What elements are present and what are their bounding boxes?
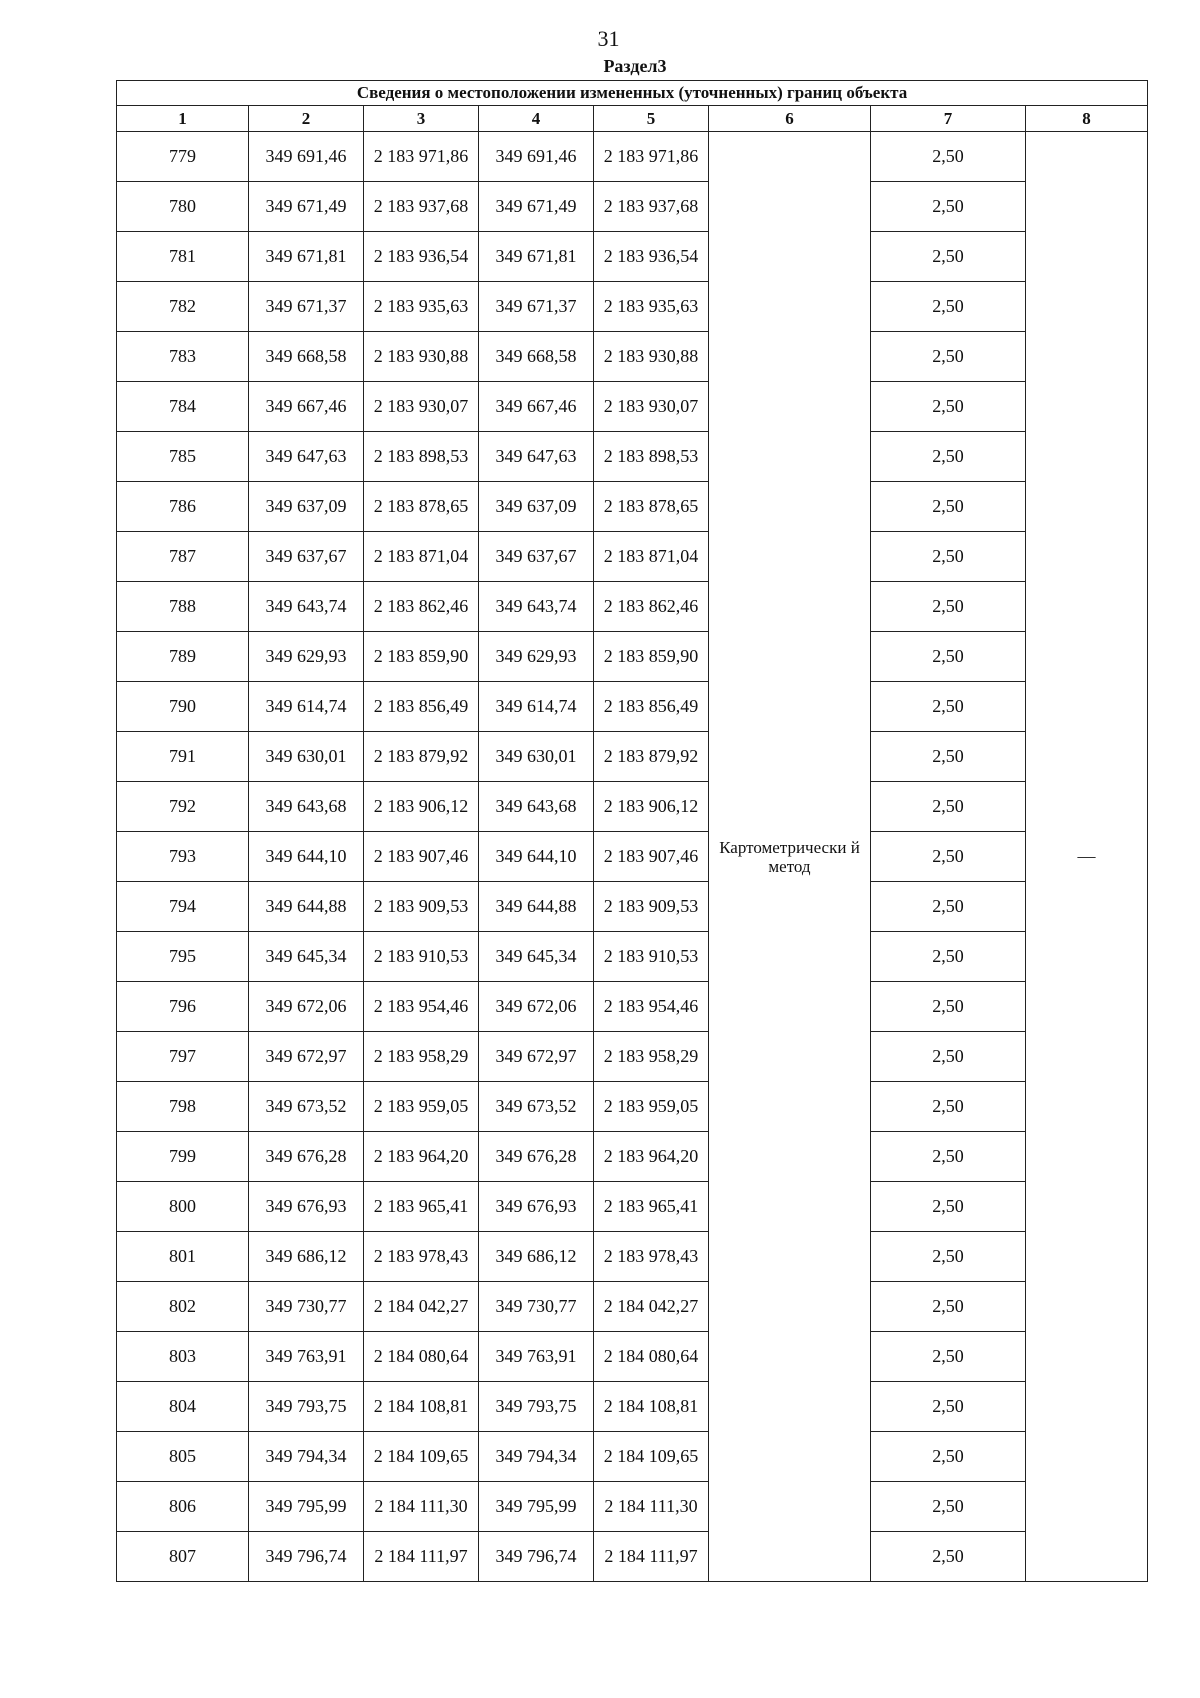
cell-y1: 2 184 108,81 xyxy=(364,1382,479,1432)
cell-x2: 349 794,34 xyxy=(479,1432,594,1482)
cell-y1: 2 184 111,97 xyxy=(364,1532,479,1582)
cell-x1: 349 643,68 xyxy=(249,782,364,832)
cell-y2: 2 183 878,65 xyxy=(594,482,709,532)
cell-x2: 349 691,46 xyxy=(479,132,594,182)
table-row xyxy=(117,1132,1148,1182)
table-row xyxy=(117,482,1148,532)
cell-x1: 349 614,74 xyxy=(249,682,364,732)
cell-x1: 349 644,88 xyxy=(249,882,364,932)
cell-x1: 349 763,91 xyxy=(249,1332,364,1382)
method-cell: Картометрически й метод xyxy=(709,132,871,1582)
table-caption: Сведения о местоположении измененных (уточненных) границ объекта xyxy=(117,81,1148,106)
cell-y2: 2 184 080,64 xyxy=(594,1332,709,1382)
table-row xyxy=(117,182,1148,232)
table-row xyxy=(117,882,1148,932)
table-row xyxy=(117,382,1148,432)
table-row xyxy=(117,732,1148,782)
cell-x1: 349 730,77 xyxy=(249,1282,364,1332)
boundary-coordinates-table xyxy=(116,80,1148,1582)
cell-precision: 2,50 xyxy=(871,1182,1026,1232)
cell-y2: 2 183 930,88 xyxy=(594,332,709,382)
table-row xyxy=(117,1482,1148,1532)
table-row xyxy=(117,832,1148,882)
cell-x1: 349 647,63 xyxy=(249,432,364,482)
cell-point: 782 xyxy=(117,282,249,332)
cell-y2: 2 184 108,81 xyxy=(594,1382,709,1432)
cell-x2: 349 630,01 xyxy=(479,732,594,782)
cell-point: 781 xyxy=(117,232,249,282)
cell-x2: 349 795,99 xyxy=(479,1482,594,1532)
cell-point: 797 xyxy=(117,1032,249,1082)
cell-x2: 349 672,97 xyxy=(479,1032,594,1082)
cell-x2: 349 671,49 xyxy=(479,182,594,232)
table-row xyxy=(117,582,1148,632)
cell-point: 805 xyxy=(117,1432,249,1482)
cell-point: 807 xyxy=(117,1532,249,1582)
cell-precision: 2,50 xyxy=(871,382,1026,432)
cell-y2: 2 183 935,63 xyxy=(594,282,709,332)
cell-precision: 2,50 xyxy=(871,282,1026,332)
cell-precision: 2,50 xyxy=(871,732,1026,782)
cell-x1: 349 671,37 xyxy=(249,282,364,332)
cell-y2: 2 183 862,46 xyxy=(594,582,709,632)
cell-point: 780 xyxy=(117,182,249,232)
cell-precision: 2,50 xyxy=(871,232,1026,282)
cell-precision: 2,50 xyxy=(871,832,1026,882)
cell-y1: 2 183 898,53 xyxy=(364,432,479,482)
cell-x1: 349 671,81 xyxy=(249,232,364,282)
cell-y1: 2 183 964,20 xyxy=(364,1132,479,1182)
cell-precision: 2,50 xyxy=(871,1032,1026,1082)
cell-x2: 349 686,12 xyxy=(479,1232,594,1282)
cell-precision: 2,50 xyxy=(871,982,1026,1032)
cell-x2: 349 643,74 xyxy=(479,582,594,632)
cell-x1: 349 667,46 xyxy=(249,382,364,432)
cell-y2: 2 183 964,20 xyxy=(594,1132,709,1182)
cell-y2: 2 183 907,46 xyxy=(594,832,709,882)
cell-x2: 349 667,46 xyxy=(479,382,594,432)
cell-y2: 2 183 871,04 xyxy=(594,532,709,582)
cell-y2: 2 183 856,49 xyxy=(594,682,709,732)
cell-x1: 349 673,52 xyxy=(249,1082,364,1132)
table-row xyxy=(117,1032,1148,1082)
cell-y2: 2 183 898,53 xyxy=(594,432,709,482)
cell-y2: 2 183 965,41 xyxy=(594,1182,709,1232)
column-numbers-row xyxy=(117,106,1148,132)
cell-point: 799 xyxy=(117,1132,249,1182)
table-body xyxy=(117,132,1148,1582)
cell-y1: 2 183 930,07 xyxy=(364,382,479,432)
cell-y1: 2 183 907,46 xyxy=(364,832,479,882)
cell-point: 800 xyxy=(117,1182,249,1232)
cell-y1: 2 183 878,65 xyxy=(364,482,479,532)
cell-x2: 349 793,75 xyxy=(479,1382,594,1432)
cell-y1: 2 183 958,29 xyxy=(364,1032,479,1082)
cell-y2: 2 183 859,90 xyxy=(594,632,709,682)
cell-x1: 349 691,46 xyxy=(249,132,364,182)
cell-point: 795 xyxy=(117,932,249,982)
cell-y2: 2 183 909,53 xyxy=(594,882,709,932)
cell-x2: 349 676,28 xyxy=(479,1132,594,1182)
cell-y1: 2 183 930,88 xyxy=(364,332,479,382)
cell-precision: 2,50 xyxy=(871,782,1026,832)
table-row xyxy=(117,782,1148,832)
cell-x1: 349 637,67 xyxy=(249,532,364,582)
cell-x2: 349 730,77 xyxy=(479,1282,594,1332)
cell-point: 803 xyxy=(117,1332,249,1382)
cell-x1: 349 671,49 xyxy=(249,182,364,232)
cell-precision: 2,50 xyxy=(871,582,1026,632)
cell-point: 790 xyxy=(117,682,249,732)
cell-y2: 2 183 954,46 xyxy=(594,982,709,1032)
cell-point: 794 xyxy=(117,882,249,932)
column-number-2: 2 xyxy=(249,106,364,132)
cell-y1: 2 184 080,64 xyxy=(364,1332,479,1382)
table-row xyxy=(117,632,1148,682)
cell-x2: 349 614,74 xyxy=(479,682,594,732)
cell-y1: 2 184 042,27 xyxy=(364,1282,479,1332)
cell-y2: 2 184 111,97 xyxy=(594,1532,709,1582)
cell-x1: 349 676,93 xyxy=(249,1182,364,1232)
cell-x1: 349 644,10 xyxy=(249,832,364,882)
cell-x1: 349 796,74 xyxy=(249,1532,364,1582)
cell-y1: 2 184 111,30 xyxy=(364,1482,479,1532)
table-row xyxy=(117,1532,1148,1582)
cell-x1: 349 629,93 xyxy=(249,632,364,682)
cell-y2: 2 183 936,54 xyxy=(594,232,709,282)
cell-precision: 2,50 xyxy=(871,1432,1026,1482)
cell-x2: 349 637,67 xyxy=(479,532,594,582)
cell-point: 802 xyxy=(117,1282,249,1332)
cell-x2: 349 671,81 xyxy=(479,232,594,282)
column-number-4: 4 xyxy=(479,106,594,132)
cell-x2: 349 645,34 xyxy=(479,932,594,982)
cell-y1: 2 183 937,68 xyxy=(364,182,479,232)
cell-precision: 2,50 xyxy=(871,682,1026,732)
cell-y1: 2 183 871,04 xyxy=(364,532,479,582)
column-number-3: 3 xyxy=(364,106,479,132)
cell-y2: 2 184 111,30 xyxy=(594,1482,709,1532)
cell-point: 791 xyxy=(117,732,249,782)
cell-y1: 2 183 906,12 xyxy=(364,782,479,832)
cell-y1: 2 183 971,86 xyxy=(364,132,479,182)
cell-x1: 349 686,12 xyxy=(249,1232,364,1282)
cell-x2: 349 668,58 xyxy=(479,332,594,382)
cell-point: 798 xyxy=(117,1082,249,1132)
cell-x2: 349 629,93 xyxy=(479,632,594,682)
cell-precision: 2,50 xyxy=(871,1532,1026,1582)
section-title: Раздел3 xyxy=(603,56,667,76)
page-number: 31 xyxy=(597,26,620,51)
cell-y1: 2 183 954,46 xyxy=(364,982,479,1032)
cell-y1: 2 183 978,43 xyxy=(364,1232,479,1282)
cell-x2: 349 671,37 xyxy=(479,282,594,332)
cell-point: 786 xyxy=(117,482,249,532)
cell-precision: 2,50 xyxy=(871,532,1026,582)
cell-x1: 349 676,28 xyxy=(249,1132,364,1182)
table-row xyxy=(117,332,1148,382)
cell-precision: 2,50 xyxy=(871,632,1026,682)
cell-point: 789 xyxy=(117,632,249,682)
cell-y1: 2 183 859,90 xyxy=(364,632,479,682)
cell-y1: 2 183 965,41 xyxy=(364,1182,479,1232)
cell-precision: 2,50 xyxy=(871,1132,1026,1182)
cell-x1: 349 637,09 xyxy=(249,482,364,532)
cell-precision: 2,50 xyxy=(871,132,1026,182)
cell-y2: 2 183 937,68 xyxy=(594,182,709,232)
cell-precision: 2,50 xyxy=(871,1232,1026,1282)
cell-precision: 2,50 xyxy=(871,1332,1026,1382)
column-number-8: 8 xyxy=(1026,106,1148,132)
cell-precision: 2,50 xyxy=(871,1382,1026,1432)
cell-y2: 2 183 978,43 xyxy=(594,1232,709,1282)
cell-point: 793 xyxy=(117,832,249,882)
cell-y2: 2 184 042,27 xyxy=(594,1282,709,1332)
cell-y2: 2 183 930,07 xyxy=(594,382,709,432)
cell-x1: 349 643,74 xyxy=(249,582,364,632)
cell-point: 783 xyxy=(117,332,249,382)
table-row xyxy=(117,982,1148,1032)
cell-x1: 349 668,58 xyxy=(249,332,364,382)
cell-point: 785 xyxy=(117,432,249,482)
cell-point: 801 xyxy=(117,1232,249,1282)
cell-x1: 349 630,01 xyxy=(249,732,364,782)
cell-x2: 349 673,52 xyxy=(479,1082,594,1132)
cell-point: 779 xyxy=(117,132,249,182)
table-row xyxy=(117,682,1148,732)
cell-point: 784 xyxy=(117,382,249,432)
cell-point: 804 xyxy=(117,1382,249,1432)
cell-y2: 2 183 910,53 xyxy=(594,932,709,982)
table-row xyxy=(117,532,1148,582)
cell-x1: 349 672,06 xyxy=(249,982,364,1032)
table-row xyxy=(117,1332,1148,1382)
cell-x1: 349 793,75 xyxy=(249,1382,364,1432)
table-row xyxy=(117,932,1148,982)
cell-point: 806 xyxy=(117,1482,249,1532)
column8-cell: — xyxy=(1026,132,1148,1582)
table-row xyxy=(117,132,1148,182)
cell-y1: 2 183 959,05 xyxy=(364,1082,479,1132)
cell-y1: 2 183 936,54 xyxy=(364,232,479,282)
cell-x1: 349 795,99 xyxy=(249,1482,364,1532)
table-row xyxy=(117,1432,1148,1482)
cell-point: 788 xyxy=(117,582,249,632)
cell-precision: 2,50 xyxy=(871,332,1026,382)
cell-y1: 2 183 879,92 xyxy=(364,732,479,782)
cell-y2: 2 183 958,29 xyxy=(594,1032,709,1082)
cell-x2: 349 637,09 xyxy=(479,482,594,532)
cell-y1: 2 183 856,49 xyxy=(364,682,479,732)
cell-x1: 349 794,34 xyxy=(249,1432,364,1482)
cell-x1: 349 672,97 xyxy=(249,1032,364,1082)
cell-x2: 349 644,88 xyxy=(479,882,594,932)
cell-x2: 349 647,63 xyxy=(479,432,594,482)
cell-precision: 2,50 xyxy=(871,882,1026,932)
cell-y2: 2 183 879,92 xyxy=(594,732,709,782)
cell-y1: 2 184 109,65 xyxy=(364,1432,479,1482)
cell-y2: 2 183 959,05 xyxy=(594,1082,709,1132)
table-row xyxy=(117,1382,1148,1432)
cell-y2: 2 184 109,65 xyxy=(594,1432,709,1482)
cell-precision: 2,50 xyxy=(871,1282,1026,1332)
table-row xyxy=(117,232,1148,282)
table-row xyxy=(117,1082,1148,1132)
cell-point: 787 xyxy=(117,532,249,582)
column-number-1: 1 xyxy=(117,106,249,132)
cell-y2: 2 183 906,12 xyxy=(594,782,709,832)
cell-precision: 2,50 xyxy=(871,932,1026,982)
cell-precision: 2,50 xyxy=(871,1082,1026,1132)
cell-precision: 2,50 xyxy=(871,1482,1026,1532)
cell-x1: 349 645,34 xyxy=(249,932,364,982)
cell-x2: 349 644,10 xyxy=(479,832,594,882)
cell-x2: 349 763,91 xyxy=(479,1332,594,1382)
cell-point: 792 xyxy=(117,782,249,832)
cell-precision: 2,50 xyxy=(871,182,1026,232)
cell-x2: 349 672,06 xyxy=(479,982,594,1032)
cell-y1: 2 183 862,46 xyxy=(364,582,479,632)
cell-y1: 2 183 910,53 xyxy=(364,932,479,982)
cell-y2: 2 183 971,86 xyxy=(594,132,709,182)
cell-x2: 349 796,74 xyxy=(479,1532,594,1582)
column-number-5: 5 xyxy=(594,106,709,132)
column-number-6: 6 xyxy=(709,106,871,132)
table-row xyxy=(117,282,1148,332)
table-row xyxy=(117,1182,1148,1232)
column-number-7: 7 xyxy=(871,106,1026,132)
cell-x2: 349 676,93 xyxy=(479,1182,594,1232)
cell-y1: 2 183 935,63 xyxy=(364,282,479,332)
cell-precision: 2,50 xyxy=(871,482,1026,532)
cell-point: 796 xyxy=(117,982,249,1032)
table-row xyxy=(117,1232,1148,1282)
cell-x2: 349 643,68 xyxy=(479,782,594,832)
table-row xyxy=(117,1282,1148,1332)
table-row xyxy=(117,432,1148,482)
cell-precision: 2,50 xyxy=(871,432,1026,482)
cell-y1: 2 183 909,53 xyxy=(364,882,479,932)
